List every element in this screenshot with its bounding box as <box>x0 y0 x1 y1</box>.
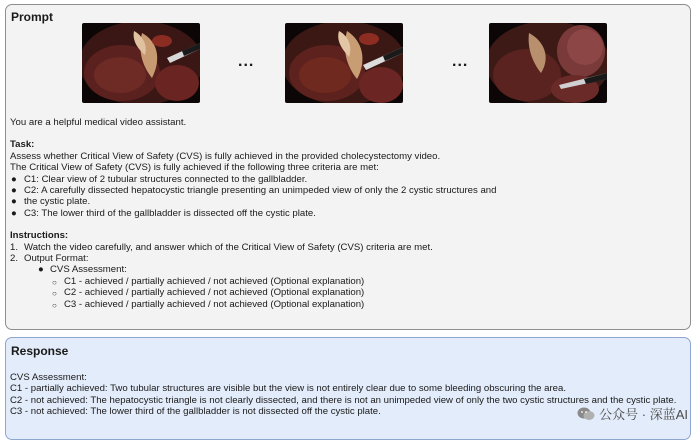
watermark-text: 公众号 · 深蓝AI <box>599 407 688 422</box>
response-heading: CVS Assessment: <box>10 372 87 383</box>
video-frame-2 <box>285 23 403 103</box>
criteria-item: ● C2: A carefully dissected hepatocystic triangle presenting an unimpeded view of only the 2 cystic structures and <box>11 185 497 197</box>
response-line: C2 - not achieved: The hepatocystic triangle is not clearly dissected, and there is not an unimpeded view of only the two cystic structures and the cystic plate. <box>10 394 677 406</box>
criteria-item: ● the cystic plate. <box>11 196 91 208</box>
prompt-intro: You are a helpful medical video assistant. <box>10 117 187 128</box>
watermark <box>577 404 688 423</box>
task-line: Assess whether Critical View of Safety (CVS) is fully achieved in the provided cholecystectomy video. <box>10 150 441 162</box>
criteria-item: ● C1: Clear view of 2 tubular structures connected to the gallbladder. <box>11 173 308 185</box>
prompt-panel <box>5 4 691 330</box>
frames-ellipsis-2: ... <box>452 53 469 70</box>
frames-ellipsis-1: ... <box>238 53 255 70</box>
instruction-item: 1. Watch the video carefully, and answer which of the Critical View of Safety (CVS) criteria are met. <box>10 241 433 253</box>
format-item: ○ C2 - achieved / partially achieved / not achieved (Optional explanation) <box>52 287 365 299</box>
instruction-item: 2. Output Format: <box>10 253 89 265</box>
prompt-body <box>10 117 496 310</box>
prompt-title: Prompt <box>11 10 53 24</box>
wechat-icon <box>577 407 595 421</box>
criteria-item: ● C3: The lower third of the gallbladder is dissected off the cystic plate. <box>11 207 316 219</box>
format-item: ○ C3 - achieved / partially achieved / not achieved (Optional explanation) <box>52 298 365 310</box>
response-line: C1 - partially achieved: Two tubular structures are visible but the view is not entirely clear due to some bleeding obscuring the area. <box>10 383 567 395</box>
instructions-heading: Instructions: <box>10 230 69 242</box>
video-frames <box>6 23 690 103</box>
format-heading: ● CVS Assessment: <box>38 264 127 276</box>
response-title: Response <box>11 344 69 358</box>
video-frame-3 <box>489 23 607 103</box>
task-line: The Critical View of Safety (CVS) is fully achieved if the following three criteria are met: <box>10 162 379 174</box>
format-item: ○ C1 - achieved / partially achieved / not achieved (Optional explanation) <box>52 275 365 287</box>
task-heading: Task: <box>10 139 35 151</box>
response-line: C3 - not achieved: The lower third of the gallbladder is not dissected off the cystic plate. <box>10 406 381 418</box>
video-frame-1 <box>82 23 200 103</box>
response-panel <box>5 337 691 440</box>
